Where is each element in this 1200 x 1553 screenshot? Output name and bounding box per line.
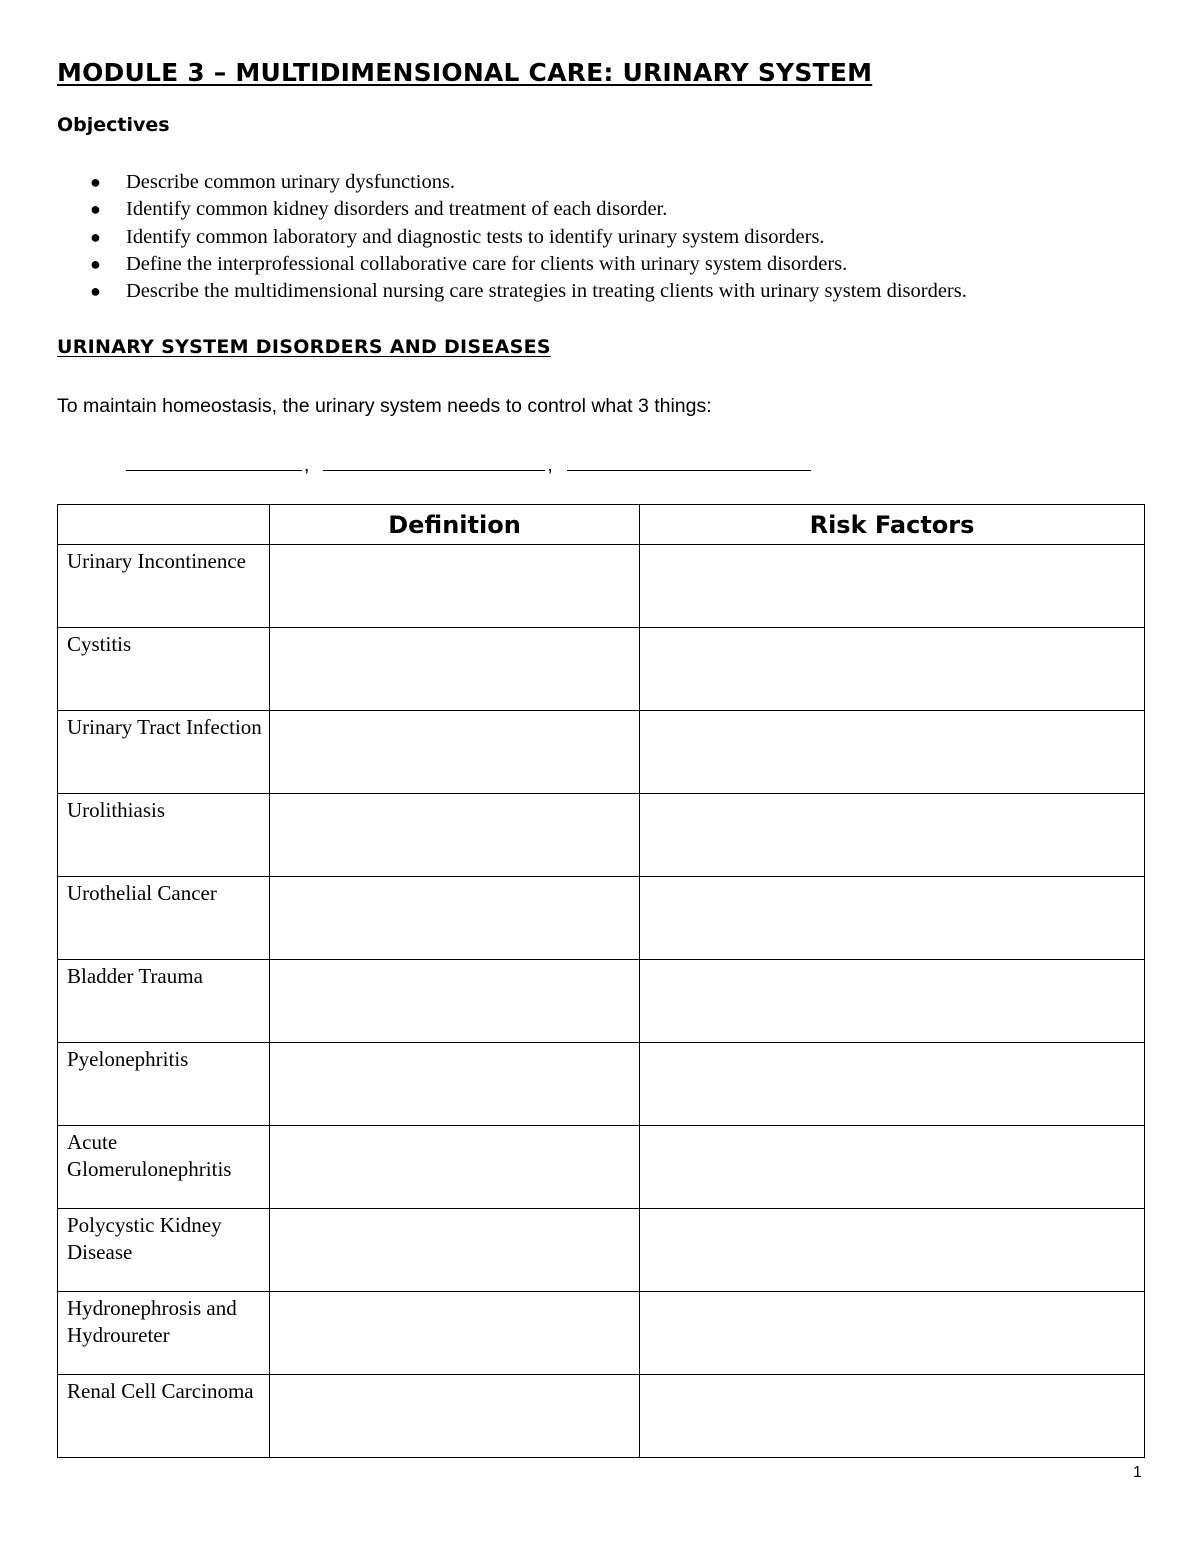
- table-row: [58, 628, 1145, 711]
- risk-factors-cell[interactable]: [640, 628, 1145, 711]
- definition-cell[interactable]: [270, 960, 640, 1043]
- objective-text: Describe common urinary dysfunctions.: [126, 171, 456, 193]
- objective-item: [90, 278, 967, 305]
- risk-factors-cell[interactable]: [640, 960, 1145, 1043]
- table-row: [58, 545, 1145, 628]
- disorder-name: Urothelial Cancer: [58, 877, 270, 960]
- definition-cell[interactable]: [270, 794, 640, 877]
- definition-cell[interactable]: [270, 1375, 640, 1458]
- definition-cell[interactable]: [270, 628, 640, 711]
- bullet-icon: ●: [90, 199, 101, 220]
- definition-cell[interactable]: [270, 1209, 640, 1292]
- objective-item: [90, 169, 967, 196]
- risk-factors-cell[interactable]: [640, 794, 1145, 877]
- definition-cell[interactable]: [270, 1292, 640, 1375]
- table-row: [58, 1375, 1145, 1458]
- risk-factors-cell[interactable]: [640, 1375, 1145, 1458]
- disorder-name: Bladder Trauma: [58, 960, 270, 1043]
- definition-cell[interactable]: [270, 1043, 640, 1126]
- table-row: [58, 711, 1145, 794]
- disorder-name: Urinary Incontinence: [58, 545, 270, 628]
- table-row: [58, 1126, 1145, 1209]
- objective-text: Define the interprofessional collaborative care for clients with urinary system disorders.: [126, 252, 848, 275]
- blank-separator: ,: [547, 454, 553, 476]
- objective-item: [90, 224, 967, 251]
- table-row: [58, 1292, 1145, 1375]
- header-blank: [58, 505, 270, 545]
- header-risk-factors: Risk Factors: [640, 505, 1145, 545]
- page-number: 1: [1133, 1464, 1142, 1481]
- objective-item: [90, 251, 967, 278]
- table-row: [58, 794, 1145, 877]
- table-row: [58, 1209, 1145, 1292]
- risk-factors-cell[interactable]: [640, 1209, 1145, 1292]
- disorder-name: Urinary Tract Infection: [58, 711, 270, 794]
- risk-factors-cell[interactable]: [640, 711, 1145, 794]
- definition-cell[interactable]: [270, 877, 640, 960]
- answer-blank-3[interactable]: [567, 452, 811, 471]
- bullet-icon: ●: [90, 172, 101, 192]
- disorder-name: Pyelonephritis: [58, 1043, 270, 1126]
- answer-blanks: [126, 452, 811, 477]
- bullet-icon: ●: [90, 226, 101, 247]
- objective-text: Describe the multidimensional nursing care strategies in treating clients with urinary system disorders.: [126, 280, 967, 303]
- table-row: [58, 1043, 1145, 1126]
- disorder-name: Cystitis: [58, 628, 270, 711]
- table-header-row: [58, 505, 1145, 545]
- answer-blank-2[interactable]: [323, 452, 545, 471]
- answer-blank-1[interactable]: [126, 452, 302, 471]
- header-definition: Definition: [270, 505, 640, 545]
- disorders-table: [57, 504, 1145, 1458]
- objectives-heading: Objectives: [57, 114, 170, 136]
- risk-factors-cell[interactable]: [640, 1126, 1145, 1209]
- disorder-name: Hydronephrosis and Hydroureter: [58, 1292, 270, 1375]
- homeostasis-question: To maintain homeostasis, the urinary system needs to control what 3 things:: [57, 395, 712, 417]
- page-title: MODULE 3 – MULTIDIMENSIONAL CARE: URINARY SYSTEM: [57, 58, 873, 87]
- disorder-name: Urolithiasis: [58, 794, 270, 877]
- objective-text: Identify common kidney disorders and treatment of each disorder.: [126, 198, 668, 221]
- risk-factors-cell[interactable]: [640, 1292, 1145, 1375]
- risk-factors-cell[interactable]: [640, 877, 1145, 960]
- risk-factors-cell[interactable]: [640, 1043, 1145, 1126]
- blank-separator: ,: [304, 454, 310, 476]
- objectives-list: [90, 169, 967, 305]
- section-heading: URINARY SYSTEM DISORDERS AND DISEASES: [57, 336, 551, 358]
- table-row: [58, 877, 1145, 960]
- objective-item: [90, 196, 967, 223]
- bullet-icon: ●: [90, 253, 101, 274]
- definition-cell[interactable]: [270, 1126, 640, 1209]
- disorder-name: Acute Glomerulonephritis: [58, 1126, 270, 1209]
- objective-text: Identify common laboratory and diagnostic tests to identify urinary system disorders.: [126, 225, 825, 248]
- definition-cell[interactable]: [270, 711, 640, 794]
- definition-cell[interactable]: [270, 545, 640, 628]
- disorder-name: Polycystic Kidney Disease: [58, 1209, 270, 1292]
- bullet-icon: ●: [90, 281, 101, 302]
- risk-factors-cell[interactable]: [640, 545, 1145, 628]
- disorder-name: Renal Cell Carcinoma: [58, 1375, 270, 1458]
- table-row: [58, 960, 1145, 1043]
